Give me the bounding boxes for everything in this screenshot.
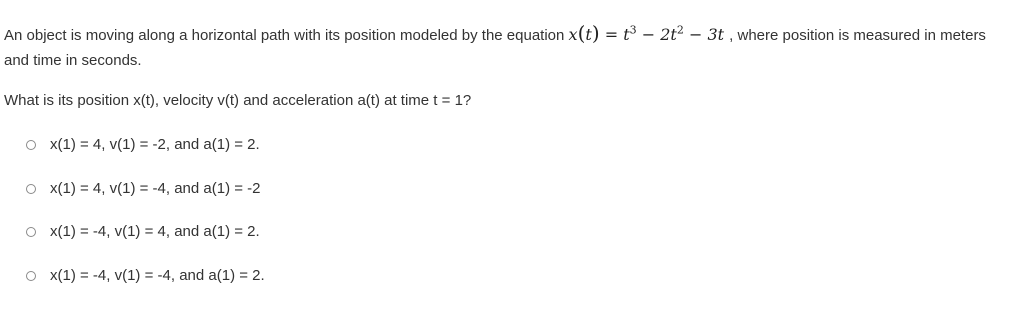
equation-term-1: t (623, 25, 630, 44)
radio-button[interactable] (26, 227, 36, 237)
answer-options (26, 135, 265, 309)
equation-operator-1: − (641, 25, 656, 44)
radio-button[interactable] (26, 184, 36, 194)
equation-term-2-exponent: 2 (676, 23, 684, 37)
equation-lhs-var: x (568, 25, 578, 44)
answer-option-label: x(1) = 4, v(1) = -4, and a(1) = -2 (50, 179, 261, 197)
radio-button[interactable] (26, 271, 36, 281)
question-intro: An object is moving along a horizontal path with its position modeled by the equation (4, 27, 565, 44)
equation-operator-2: − (688, 25, 703, 44)
question-prompt: What is its position x(t), velocity v(t) and acceleration a(t) at time t = 1? (4, 92, 472, 109)
equation-term-3: 3t (707, 25, 725, 44)
answer-option-label: x(1) = -4, v(1) = 4, and a(1) = 2. (50, 223, 260, 240)
radio-button[interactable] (26, 140, 36, 150)
answer-option-label: x(1) = 4, v(1) = -2, and a(1) = 2. (50, 136, 260, 153)
position-equation: $x(t) = t^3 - 2t^2 - 3t$ (568, 21, 725, 45)
question-text (4, 22, 1004, 73)
answer-option-4[interactable] (26, 266, 265, 286)
equation-lhs-arg: t (585, 25, 592, 44)
equation-term-1-exponent: 3 (629, 23, 637, 37)
equation-term-2: 2t (660, 25, 677, 44)
answer-option-3[interactable] (26, 222, 265, 242)
answer-option-1[interactable] (26, 135, 265, 155)
answer-option-label: x(1) = -4, v(1) = -4, and a(1) = 2. (50, 266, 265, 284)
question-context: , where position is measured in meters and time in seconds. (4, 27, 986, 69)
answer-option-2[interactable] (26, 179, 265, 199)
